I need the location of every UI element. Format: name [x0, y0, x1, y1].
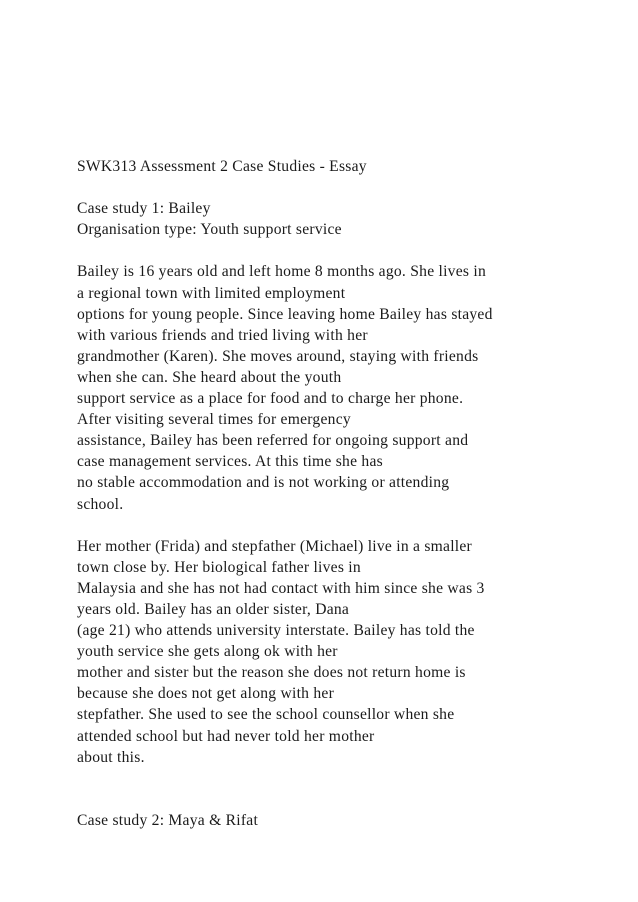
text-line: support service as a place for food and to charge her phone.: [77, 390, 464, 408]
text-line: After visiting several times for emergency: [77, 411, 351, 429]
text-line: school.: [77, 495, 124, 513]
text-line: (age 21) who attends university interstate. Bailey has told the: [77, 622, 475, 640]
text-line: assistance, Bailey has been referred for ongoing support and: [77, 432, 469, 450]
text-line: options for young people. Since leaving home Bailey has stayed: [77, 305, 493, 323]
text-line: no stable accommodation and is not working or attending: [77, 474, 450, 492]
text-line: grandmother (Karen). She moves around, staying with friends: [77, 347, 479, 365]
blank-line: [77, 240, 617, 261]
text-line: Her mother (Frida) and stepfather (Michael) live in a smaller: [77, 537, 472, 555]
text-line: Bailey is 16 years old and left home 8 months ago. She lives in: [77, 263, 486, 281]
text-line: stepfather. She used to see the school counsellor when she: [77, 706, 455, 724]
text-line: youth service she gets along ok with her: [77, 643, 338, 661]
text-line: Malaysia and she has not had contact with him since she was 3: [77, 579, 485, 597]
blank-line: [77, 515, 617, 536]
text-line: mother and sister but the reason she does not return home is: [77, 664, 466, 682]
text-line: a regional town with limited employment: [77, 284, 346, 302]
blank-line: [77, 177, 617, 198]
text-line: attended school but had never told her mother: [77, 727, 375, 745]
text-line: town close by. Her biological father lives in: [77, 558, 361, 576]
case2-heading: Case study 2: Maya & Rifat: [77, 811, 259, 829]
text-line: years old. Bailey has an older sister, Dana: [77, 600, 350, 618]
text-line: because she does not get along with her: [77, 685, 335, 703]
case1-heading: Case study 1: Bailey: [77, 200, 211, 218]
document-title: SWK313 Assessment 2 Case Studies - Essay: [77, 158, 367, 175]
text-line: case management services. At this time she has: [77, 453, 383, 471]
text-line: about this.: [77, 748, 145, 766]
document-body: [77, 156, 617, 831]
case1-paragraph-1: [77, 261, 617, 514]
case1-org-type: Organisation type: Youth support service: [77, 221, 342, 239]
blank-line: [77, 789, 617, 810]
blank-line: [77, 768, 617, 789]
text-line: with various friends and tried living with her: [77, 326, 368, 344]
text-line: when she can. She heard about the youth: [77, 368, 342, 386]
case1-paragraph-2: [77, 536, 617, 768]
